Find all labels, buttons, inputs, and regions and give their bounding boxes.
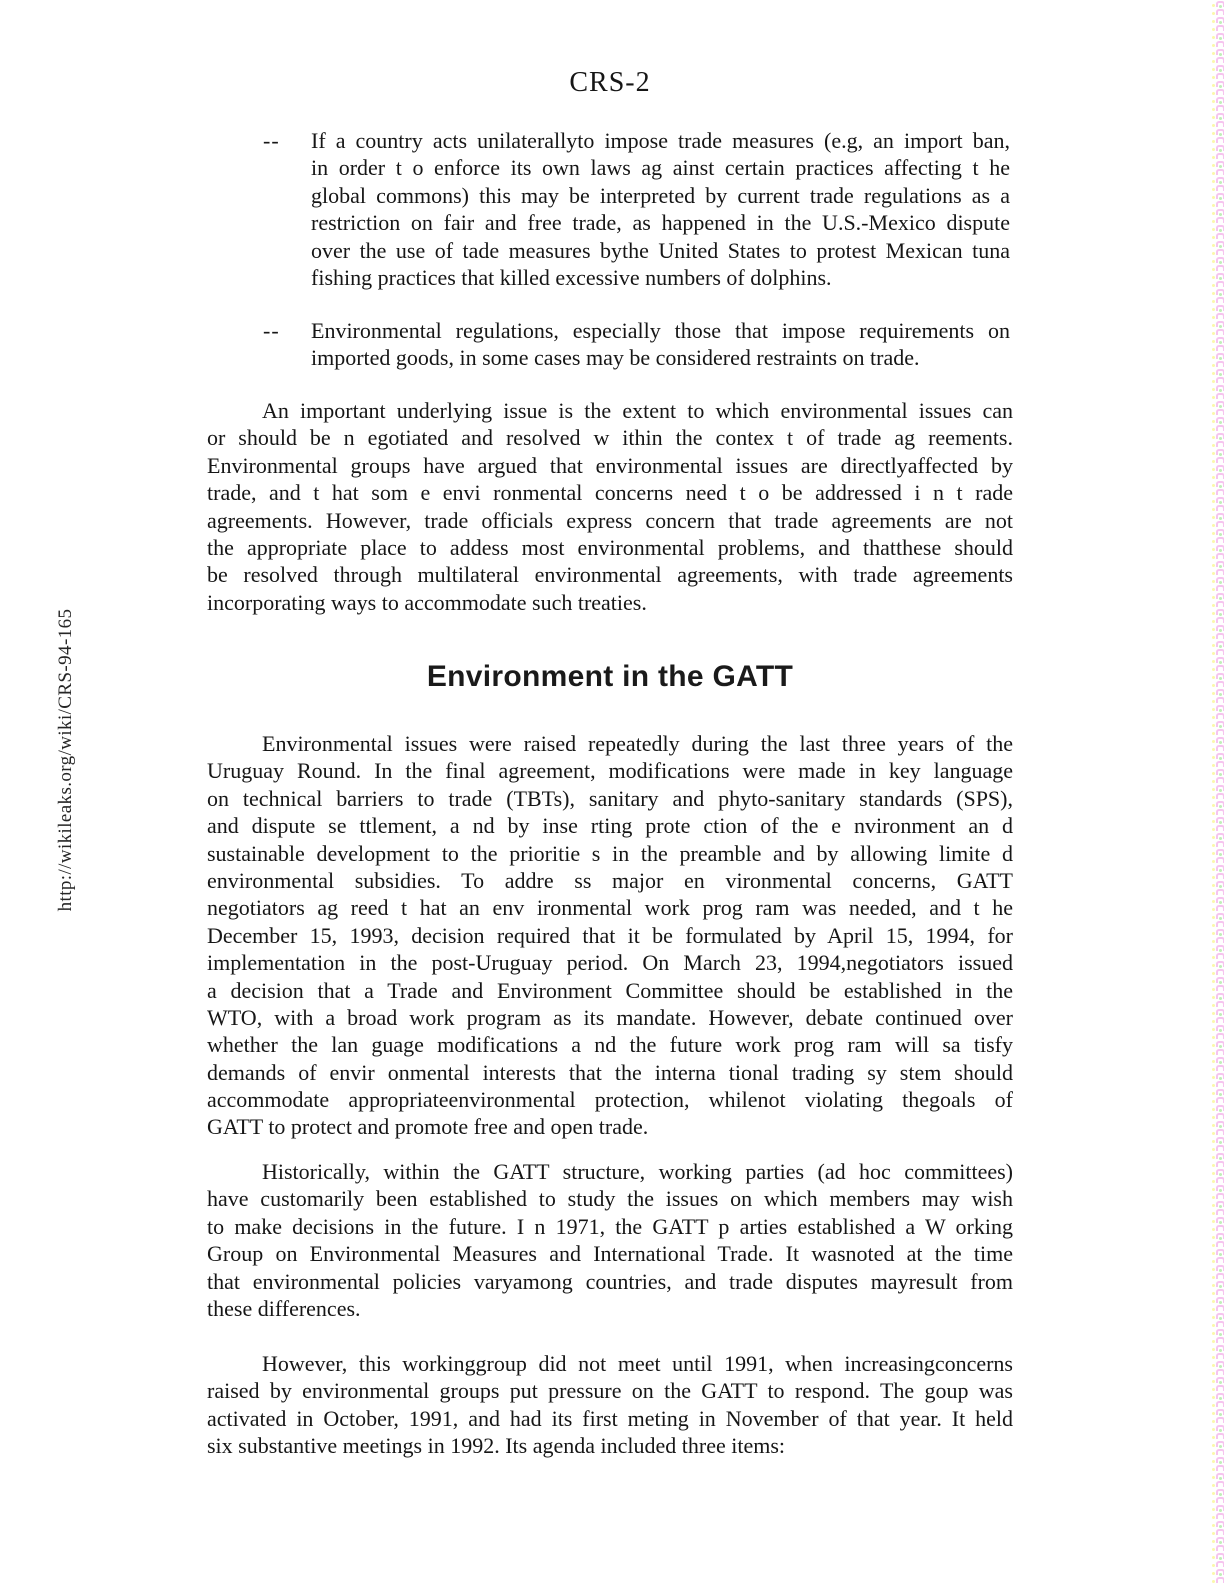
watermark-glyph: [1212, 1496, 1224, 1504]
text-line: global commons) this may be interpreted by current trade regulations as a: [311, 182, 1010, 208]
section-heading: Environment in the GATT: [426, 660, 794, 693]
watermark-glyph: [1212, 872, 1224, 880]
watermark-glyph: [1212, 696, 1224, 704]
watermark-glyph: [1212, 536, 1224, 544]
watermark-glyph: [1212, 616, 1224, 624]
watermark-glyph: [1212, 512, 1224, 520]
watermark-glyph: [1212, 1544, 1224, 1552]
watermark-glyph: [1212, 712, 1224, 720]
watermark-glyph: [1212, 936, 1224, 944]
watermark-glyph: [1212, 392, 1224, 400]
watermark-glyph: [1212, 1248, 1224, 1256]
watermark-glyph: [1212, 952, 1224, 960]
watermark-glyph: [1212, 1216, 1224, 1224]
watermark-glyph: [1212, 1000, 1224, 1008]
watermark-glyph: [1212, 232, 1224, 240]
watermark-glyph: [1212, 592, 1224, 600]
watermark-glyph: [1212, 496, 1224, 504]
bullet-marker: --: [263, 128, 280, 153]
watermark-glyph: [1212, 1280, 1224, 1288]
watermark-glyph: [1212, 1272, 1224, 1280]
watermark-glyph: [1212, 1224, 1224, 1232]
watermark-glyph: [1212, 520, 1224, 528]
watermark-glyph: [1212, 488, 1224, 496]
watermark-glyph: [1212, 408, 1224, 416]
watermark-glyph: [1212, 1184, 1224, 1192]
watermark-glyph: [1212, 1368, 1224, 1376]
watermark-glyph: [1212, 1456, 1224, 1464]
edge-watermark-pattern: [1212, 0, 1224, 1584]
watermark-glyph: [1212, 528, 1224, 536]
watermark-glyph: [1212, 1304, 1224, 1312]
text-line: Environmental regulations, especially those that impose requirements on: [311, 318, 1010, 343]
watermark-glyph: [1212, 224, 1224, 232]
watermark-glyph: [1212, 136, 1224, 144]
watermark-glyph: [1212, 344, 1224, 352]
watermark-glyph: [1212, 8, 1224, 16]
watermark-glyph: [1212, 192, 1224, 200]
watermark-glyph: [1212, 104, 1224, 112]
watermark-glyph: [1212, 96, 1224, 104]
watermark-glyph: [1212, 680, 1224, 688]
watermark-glyph: [1212, 1312, 1224, 1320]
watermark-glyph: [1212, 360, 1224, 368]
watermark-glyph: [1212, 1344, 1224, 1352]
watermark-glyph: [1212, 144, 1224, 152]
text-line: If a country acts unilaterallyto impose trade measures (e.g, an import ban,: [311, 128, 1010, 153]
watermark-glyph: [1212, 688, 1224, 696]
watermark-glyph: [1212, 1032, 1224, 1040]
watermark-glyph: [1212, 544, 1224, 552]
watermark-glyph: [1212, 80, 1224, 88]
watermark-glyph: [1212, 1064, 1224, 1072]
bullet-item: [207, 127, 1013, 291]
watermark-glyph: [1212, 1256, 1224, 1264]
watermark-glyph: [1212, 88, 1224, 96]
text-line: demands of envir onmental interests that the interna tional trading sy stem should: [207, 1059, 1013, 1085]
watermark-glyph: [1212, 272, 1224, 280]
watermark-glyph: [1212, 1328, 1224, 1336]
watermark-glyph: [1212, 312, 1224, 320]
watermark-glyph: [1212, 1392, 1224, 1400]
watermark-glyph: [1212, 1576, 1224, 1584]
watermark-glyph: [1212, 304, 1224, 312]
watermark-glyph: [1212, 352, 1224, 360]
watermark-glyph: [1212, 1056, 1224, 1064]
text-line: a decision that a Trade and Environment Committee should be established in the: [207, 977, 1013, 1003]
text-line: six substantive meetings in 1992. Its agenda included three items:: [207, 1433, 785, 1459]
watermark-glyph: [1212, 888, 1224, 896]
watermark-glyph: [1212, 944, 1224, 952]
watermark-glyph: [1212, 464, 1224, 472]
text-line: to make decisions in the future. I n 1971, the GATT p arties established a W orking: [207, 1213, 1013, 1239]
watermark-glyph: [1212, 656, 1224, 664]
watermark-glyph: [1212, 760, 1224, 768]
page-number-header: CRS-2: [569, 67, 651, 98]
watermark-glyph: [1212, 552, 1224, 560]
watermark-glyph: [1212, 416, 1224, 424]
watermark-glyph: [1212, 1552, 1224, 1560]
watermark-glyph: [1212, 48, 1224, 56]
watermark-glyph: [1212, 152, 1224, 160]
text-line: Environmental issues were raised repeatedly during the last three years of the: [262, 731, 1013, 756]
watermark-glyph: [1212, 904, 1224, 912]
watermark-glyph: [1212, 1104, 1224, 1112]
watermark-glyph: [1212, 1488, 1224, 1496]
watermark-glyph: [1212, 16, 1224, 24]
bullet-marker: --: [263, 318, 280, 343]
text-line: raised by environmental groups put pressure on the GATT to respond. The goup was: [207, 1378, 1013, 1404]
watermark-glyph: [1212, 1464, 1224, 1472]
watermark-glyph: [1212, 640, 1224, 648]
watermark-glyph: [1212, 1152, 1224, 1160]
text-line: WTO, with a broad work program as its mandate. However, debate continued over: [207, 1004, 1013, 1030]
text-line: incorporating ways to accommodate such treaties.: [207, 589, 647, 615]
watermark-glyph: [1212, 32, 1224, 40]
watermark-glyph: [1212, 976, 1224, 984]
watermark-glyph: [1212, 832, 1224, 840]
watermark-glyph: [1212, 1416, 1224, 1424]
watermark-glyph: [1212, 1168, 1224, 1176]
watermark-glyph: [1212, 1112, 1224, 1120]
watermark-glyph: [1212, 1264, 1224, 1272]
watermark-glyph: [1212, 984, 1224, 992]
text-line: agreements. However, trade officials express concern that trade agreements are not: [207, 507, 1013, 533]
text-line: in order t o enforce its own laws ag ainst certain practices affecting t he: [311, 155, 1010, 181]
text-line: December 15, 1993, decision required that it be formulated by April 15, 1994, for: [207, 922, 1013, 948]
watermark-glyph: [1212, 424, 1224, 432]
text-line: and dispute se ttlement, a nd by inse rting prote ction of the e nvironment an d: [207, 813, 1013, 839]
watermark-glyph: [1212, 920, 1224, 928]
watermark-glyph: [1212, 168, 1224, 176]
watermark-glyph: [1212, 560, 1224, 568]
watermark-glyph: [1212, 368, 1224, 376]
watermark-glyph: [1212, 248, 1224, 256]
watermark-glyph: [1212, 384, 1224, 392]
watermark-glyph: [1212, 320, 1224, 328]
sidebar-source-url: http://wikileaks.org/wiki/CRS-94-165: [55, 608, 76, 912]
watermark-glyph: [1212, 912, 1224, 920]
text-line: Environmental groups have argued that environmental issues are directlyaffected by: [207, 452, 1013, 478]
watermark-glyph: [1212, 1016, 1224, 1024]
text-line: implementation in the post-Uruguay period. On March 23, 1994,negotiators issued: [207, 950, 1013, 976]
watermark-glyph: [1212, 56, 1224, 64]
watermark-glyph: [1212, 768, 1224, 776]
watermark-glyph: [1212, 704, 1224, 712]
text-line: be resolved through multilateral environmental agreements, with trade agreements: [207, 562, 1013, 588]
watermark-glyph: [1212, 1360, 1224, 1368]
watermark-glyph: [1212, 864, 1224, 872]
watermark-glyph: [1212, 1144, 1224, 1152]
watermark-glyph: [1212, 664, 1224, 672]
watermark-glyph: [1212, 40, 1224, 48]
watermark-glyph: [1212, 728, 1224, 736]
paragraph: [207, 1350, 1013, 1460]
watermark-glyph: [1212, 1120, 1224, 1128]
watermark-glyph: [1212, 240, 1224, 248]
watermark-glyph: [1212, 1136, 1224, 1144]
text-line: whether the lan guage modifications a nd the future work prog ram will sa tisfy: [207, 1032, 1013, 1058]
watermark-glyph: [1212, 840, 1224, 848]
watermark-glyph: [1212, 744, 1224, 752]
watermark-glyph: [1212, 1432, 1224, 1440]
watermark-glyph: [1212, 504, 1224, 512]
watermark-glyph: [1212, 1520, 1224, 1528]
watermark-glyph: [1212, 1376, 1224, 1384]
watermark-glyph: [1212, 1048, 1224, 1056]
watermark-glyph: [1212, 1232, 1224, 1240]
watermark-glyph: [1212, 1200, 1224, 1208]
watermark-glyph: [1212, 280, 1224, 288]
watermark-glyph: [1212, 1160, 1224, 1168]
watermark-glyph: [1212, 1384, 1224, 1392]
watermark-glyph: [1212, 256, 1224, 264]
bullet-item: [207, 317, 1013, 372]
watermark-glyph: [1212, 896, 1224, 904]
text-line: An important underlying issue is the extent to which environmental issues can: [262, 398, 1013, 423]
watermark-glyph: [1212, 472, 1224, 480]
watermark-glyph: [1212, 432, 1224, 440]
watermark-glyph: [1212, 1400, 1224, 1408]
paragraph: [207, 1158, 1013, 1322]
text-line: fishing practices that killed excessive numbers of dolphins.: [311, 264, 832, 290]
text-line: on technical barriers to trade (TBTs), sanitary and phyto-sanitary standards (SPS),: [207, 785, 1013, 811]
watermark-glyph: [1212, 792, 1224, 800]
watermark-glyph: [1212, 720, 1224, 728]
watermark-glyph: [1212, 1320, 1224, 1328]
watermark-glyph: [1212, 808, 1224, 816]
watermark-glyph: [1212, 1536, 1224, 1544]
watermark-glyph: [1212, 992, 1224, 1000]
watermark-glyph: [1212, 648, 1224, 656]
watermark-glyph: [1212, 1560, 1224, 1568]
watermark-glyph: [1212, 208, 1224, 216]
watermark-glyph: [1212, 968, 1224, 976]
watermark-glyph: [1212, 0, 1224, 8]
watermark-glyph: [1212, 1128, 1224, 1136]
text-line: that environmental policies varyamong countries, and trade disputes mayresult from: [207, 1268, 1013, 1294]
watermark-glyph: [1212, 1480, 1224, 1488]
watermark-glyph: [1212, 632, 1224, 640]
text-line: Historically, within the GATT structure, working parties (ad hoc committees): [262, 1159, 1013, 1184]
watermark-glyph: [1212, 1240, 1224, 1248]
watermark-glyph: [1212, 200, 1224, 208]
watermark-glyph: [1212, 72, 1224, 80]
watermark-glyph: [1212, 1208, 1224, 1216]
watermark-glyph: [1212, 600, 1224, 608]
text-line: over the use of tade measures bythe United States to protest Mexican tuna: [311, 237, 1010, 263]
watermark-glyph: [1212, 1528, 1224, 1536]
watermark-glyph: [1212, 856, 1224, 864]
watermark-glyph: [1212, 120, 1224, 128]
watermark-glyph: [1212, 328, 1224, 336]
watermark-glyph: [1212, 1192, 1224, 1200]
watermark-glyph: [1212, 64, 1224, 72]
watermark-glyph: [1212, 1088, 1224, 1096]
watermark-glyph: [1212, 160, 1224, 168]
watermark-glyph: [1212, 1096, 1224, 1104]
watermark-glyph: [1212, 848, 1224, 856]
watermark-glyph: [1212, 776, 1224, 784]
watermark-glyph: [1212, 376, 1224, 384]
watermark-glyph: [1212, 1296, 1224, 1304]
watermark-glyph: [1212, 1504, 1224, 1512]
watermark-glyph: [1212, 960, 1224, 968]
watermark-glyph: [1212, 288, 1224, 296]
text-line: Group on Environmental Measures and International Trade. It wasnoted at the time: [207, 1241, 1013, 1267]
text-line: environmental subsidies. To addre ss major en vironmental concerns, GATT: [207, 867, 1013, 893]
watermark-glyph: [1212, 576, 1224, 584]
watermark-glyph: [1212, 216, 1224, 224]
watermark-glyph: [1212, 928, 1224, 936]
watermark-glyph: [1212, 24, 1224, 32]
text-line: have customarily been established to study the issues on which members may wish: [207, 1186, 1013, 1212]
watermark-glyph: [1212, 128, 1224, 136]
text-line: or should be n egotiated and resolved w ithin the contex t of trade ag reements.: [207, 425, 1013, 451]
watermark-glyph: [1212, 1424, 1224, 1432]
watermark-glyph: [1212, 1008, 1224, 1016]
watermark-glyph: [1212, 336, 1224, 344]
watermark-glyph: [1212, 736, 1224, 744]
watermark-glyph: [1212, 448, 1224, 456]
watermark-glyph: [1212, 296, 1224, 304]
text-line: sustainable development to the prioritie s in the preamble and by allowing limite d: [207, 840, 1013, 866]
paragraph: [207, 397, 1013, 616]
watermark-glyph: [1212, 608, 1224, 616]
watermark-glyph: [1212, 1448, 1224, 1456]
watermark-glyph: [1212, 456, 1224, 464]
text-line: GATT to protect and promote free and open trade.: [207, 1114, 649, 1140]
watermark-glyph: [1212, 1176, 1224, 1184]
watermark-glyph: [1212, 800, 1224, 808]
watermark-glyph: [1212, 176, 1224, 184]
text-line: However, this workinggroup did not meet until 1991, when increasingconcerns: [262, 1351, 1013, 1376]
watermark-glyph: [1212, 264, 1224, 272]
paragraph: [207, 730, 1013, 1141]
watermark-glyph: [1212, 480, 1224, 488]
text-line: negotiators ag reed t hat an env ironmental work prog ram was needed, and t he: [207, 895, 1013, 921]
watermark-glyph: [1212, 1568, 1224, 1576]
watermark-glyph: [1212, 752, 1224, 760]
watermark-glyph: [1212, 1024, 1224, 1032]
text-line: restriction on fair and free trade, as happened in the U.S.-Mexico dispute: [311, 210, 1010, 236]
watermark-glyph: [1212, 112, 1224, 120]
watermark-glyph: [1212, 816, 1224, 824]
watermark-glyph: [1212, 1072, 1224, 1080]
text-line: trade, and t hat som e envi ronmental concerns need t o be addressed i n t rade: [207, 480, 1013, 506]
watermark-glyph: [1212, 624, 1224, 632]
watermark-glyph: [1212, 1336, 1224, 1344]
text-line: Uruguay Round. In the final agreement, modifications were made in key language: [207, 758, 1013, 784]
watermark-glyph: [1212, 1352, 1224, 1360]
watermark-glyph: [1212, 672, 1224, 680]
watermark-glyph: [1212, 880, 1224, 888]
watermark-glyph: [1212, 1040, 1224, 1048]
watermark-glyph: [1212, 784, 1224, 792]
watermark-glyph: [1212, 584, 1224, 592]
text-line: the appropriate place to addess most environmental problems, and thatthese should: [207, 534, 1013, 560]
watermark-glyph: [1212, 1408, 1224, 1416]
watermark-glyph: [1212, 1080, 1224, 1088]
watermark-glyph: [1212, 1440, 1224, 1448]
text-line: these differences.: [207, 1295, 361, 1321]
watermark-glyph: [1212, 1288, 1224, 1296]
watermark-glyph: [1212, 1512, 1224, 1520]
text-line: accommodate appropriateenvironmental protection, whilenot violating thegoals of: [207, 1087, 1013, 1113]
watermark-glyph: [1212, 824, 1224, 832]
text-line: activated in October, 1991, and had its first meting in November of that year. It held: [207, 1405, 1013, 1431]
text-line: imported goods, in some cases may be considered restraints on trade.: [311, 345, 920, 371]
watermark-glyph: [1212, 400, 1224, 408]
watermark-glyph: [1212, 440, 1224, 448]
watermark-glyph: [1212, 184, 1224, 192]
watermark-glyph: [1212, 1472, 1224, 1480]
watermark-glyph: [1212, 568, 1224, 576]
